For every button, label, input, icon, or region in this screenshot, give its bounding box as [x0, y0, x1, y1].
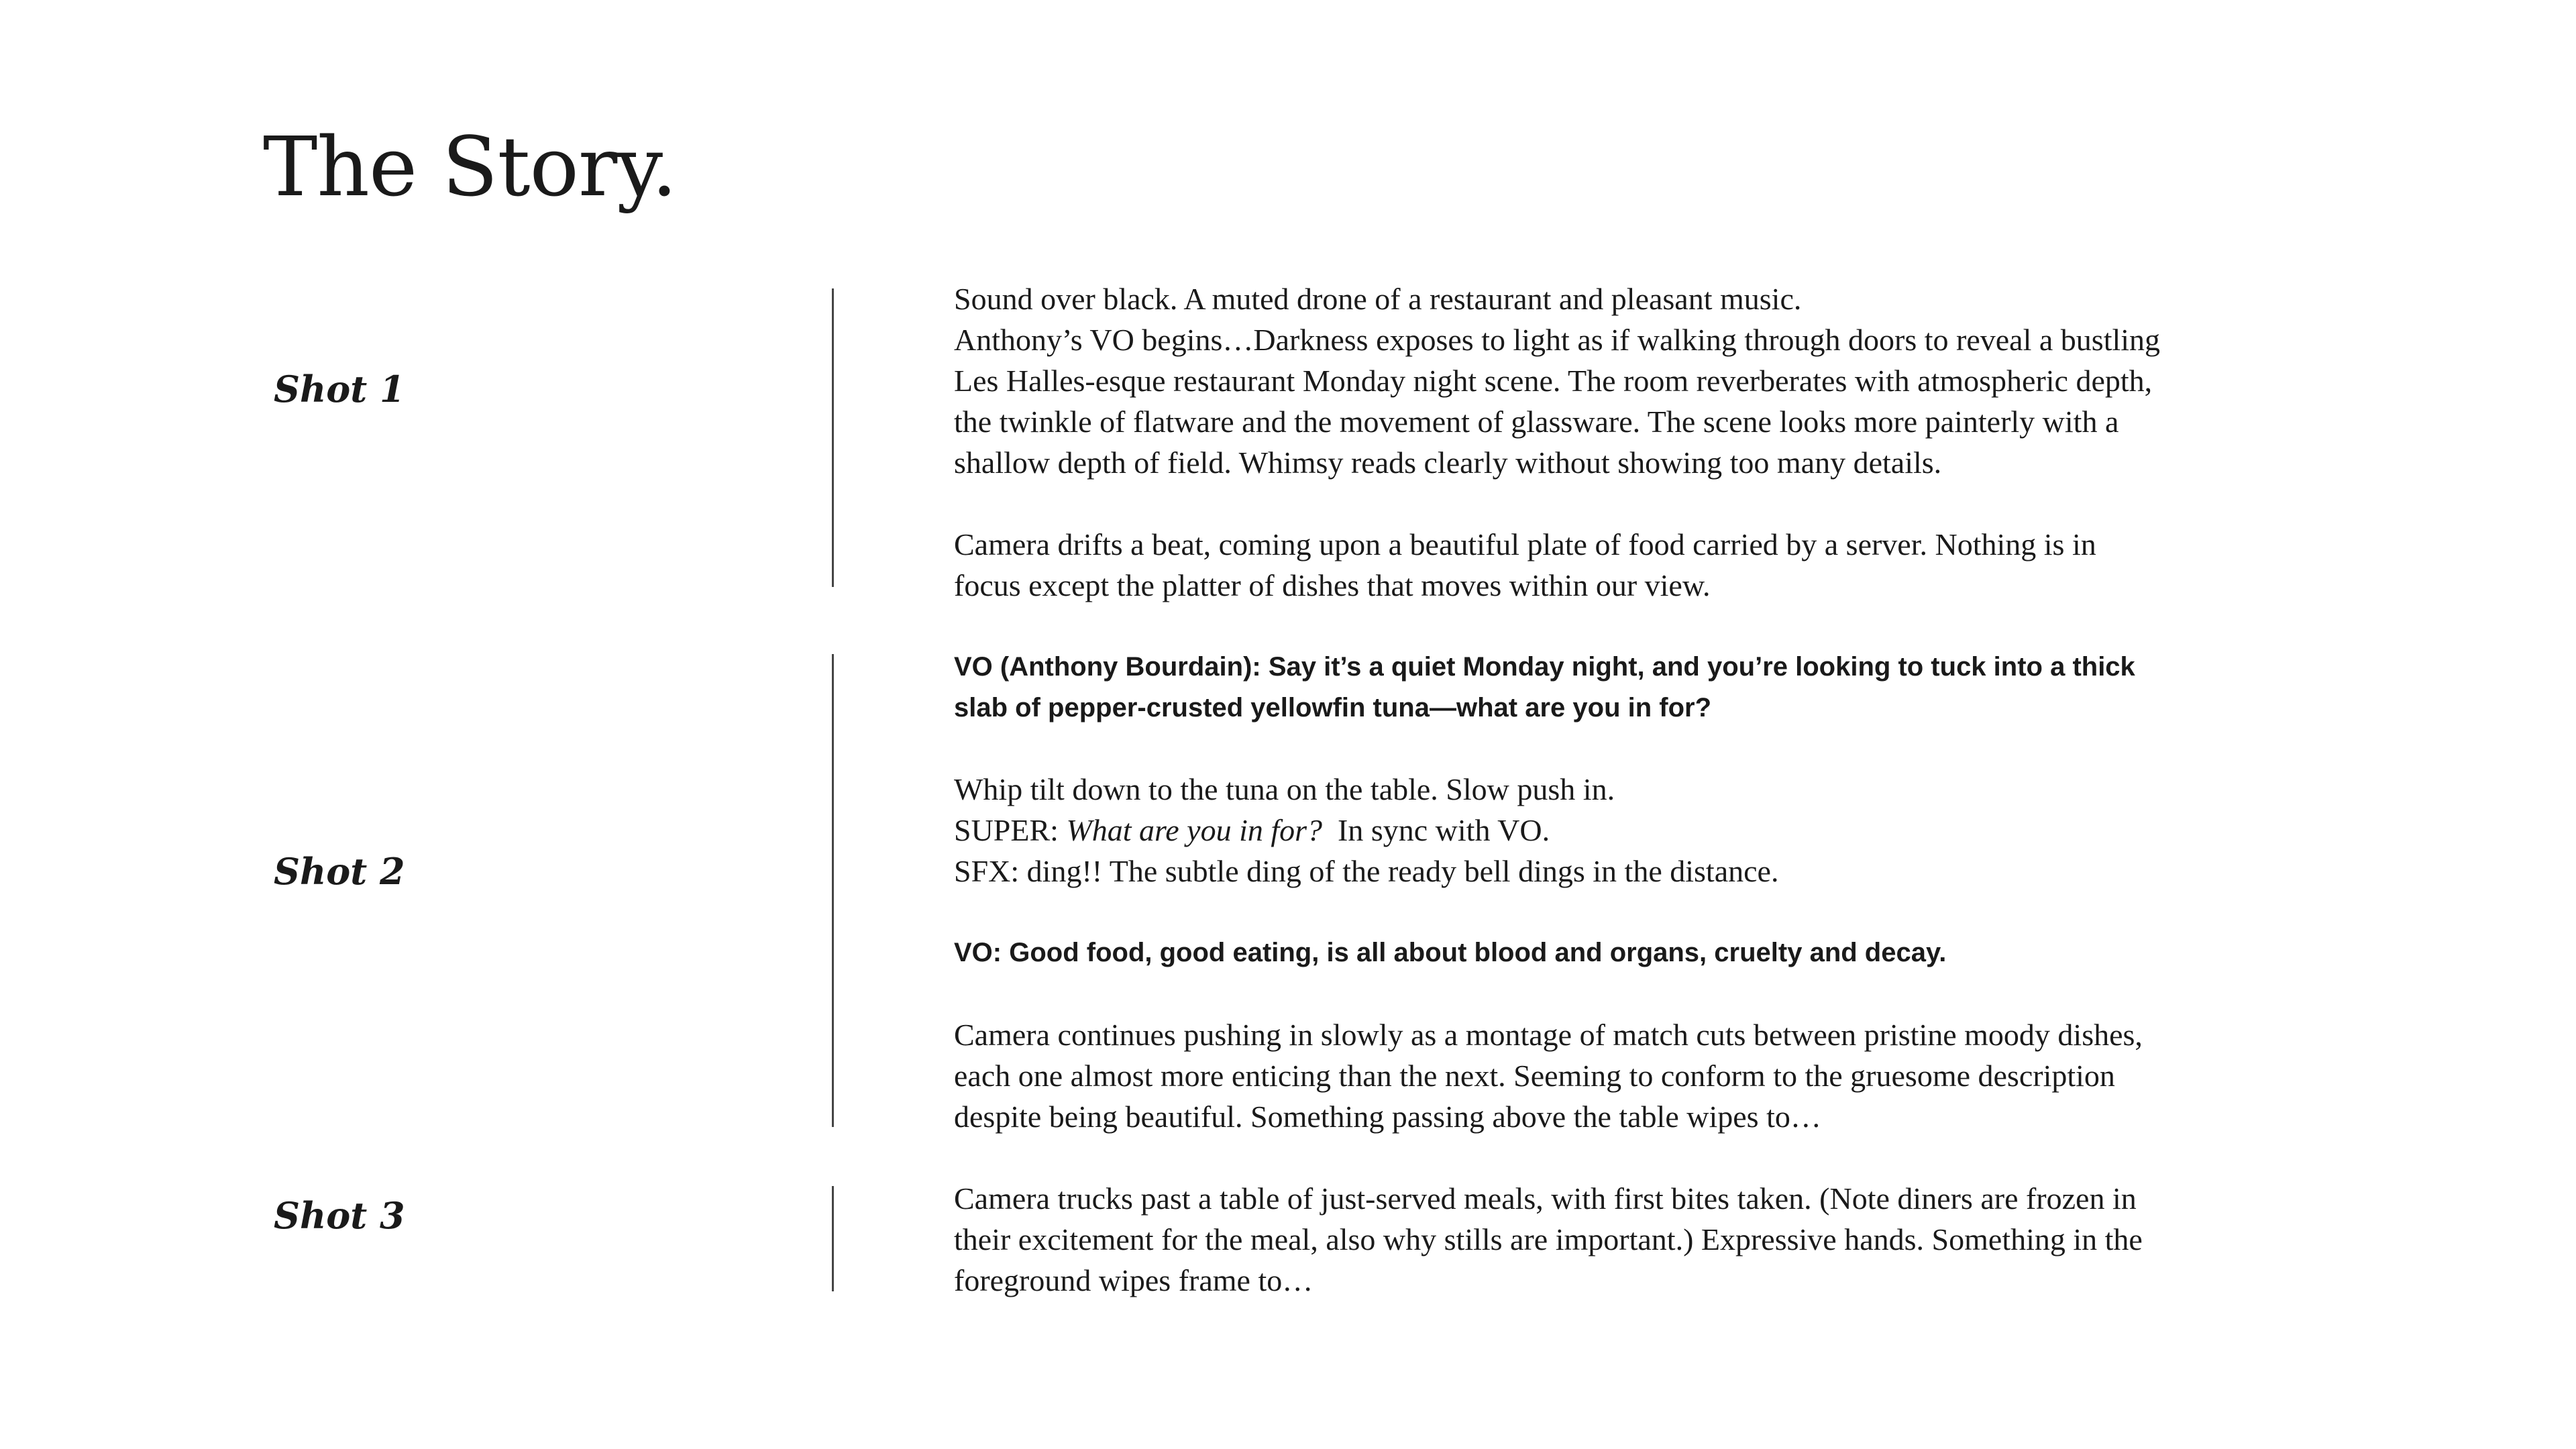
text-line: Camera trucks past a table of just-served meals, with first bites taken. (Note diners are frozen in [954, 1181, 2137, 1216]
shot-2-vo-paragraph [954, 647, 2188, 729]
text-line: slab of pepper-crusted yellowfin tuna—what are you in for? [954, 693, 1712, 722]
super-italic: What are you in for? [1066, 813, 1323, 847]
text-line: shallow depth of field. Whimsy reads clearly without showing too many details. [954, 445, 1942, 480]
text-line: VO (Anthony Bourdain): Say it’s a quiet Monday night, and you’re looking to tuck into a thick [954, 652, 2135, 682]
page-title: The Story. [263, 119, 677, 215]
text-line: each one almost more enticing than the next. Seeming to conform to the gruesome description [954, 1059, 2115, 1093]
text-line: their excitement for the meal, also why stills are important.) Expressive hands. Something in the [954, 1222, 2143, 1256]
shot-3-divider [832, 1186, 834, 1291]
text-line: foreground wipes frame to… [954, 1263, 1313, 1297]
super-prefix: SUPER: [954, 813, 1067, 847]
text-line: the twinkle of flatware and the movement of glassware. The scene looks more painterly with a [954, 405, 2119, 439]
sfx-line: SFX: ding!! The subtle ding of the ready bell dings in the distance. [954, 854, 1779, 888]
shot-1-label: Shot 1 [274, 368, 405, 411]
shot-2-vo2-paragraph [954, 932, 2188, 973]
text-line: focus except the platter of dishes that moves within our view. [954, 568, 1711, 602]
text-line: Anthony’s VO begins…Darkness exposes to light as if walking through doors to reveal a bustling [954, 323, 2161, 357]
shot-3-label: Shot 3 [274, 1194, 405, 1237]
shot-1-intro-paragraph [954, 278, 2188, 483]
text-line: Les Halles-esque restaurant Monday night scene. The room reverberates with atmospheric depth, [954, 364, 2153, 398]
text-line: Camera continues pushing in slowly as a montage of match cuts between pristine moody dishes, [954, 1018, 2143, 1052]
text-line: VO: Good food, good eating, is all about blood and organs, cruelty and decay. [954, 938, 1947, 967]
shot-2-direction-paragraph [954, 769, 2188, 892]
super-suffix: In sync with VO. [1322, 813, 1550, 847]
shot-1-camera-paragraph [954, 524, 2188, 606]
shot-2-divider [832, 654, 834, 1127]
super-line [954, 810, 2188, 851]
shot-3-paragraph [954, 1178, 2188, 1301]
text-line: Whip tilt down to the tuna on the table. Slow push in. [954, 772, 1615, 806]
shot-2-montage-paragraph [954, 1014, 2188, 1137]
text-line: Sound over black. A muted drone of a restaurant and pleasant music. [954, 282, 1802, 316]
shot-2-label: Shot 2 [274, 850, 405, 893]
text-line: Camera drifts a beat, coming upon a beautiful plate of food carried by a server. Nothing is in [954, 527, 2096, 561]
text-line: despite being beautiful. Something passing above the table wipes to… [954, 1099, 1821, 1134]
shot-1-divider [832, 288, 834, 587]
